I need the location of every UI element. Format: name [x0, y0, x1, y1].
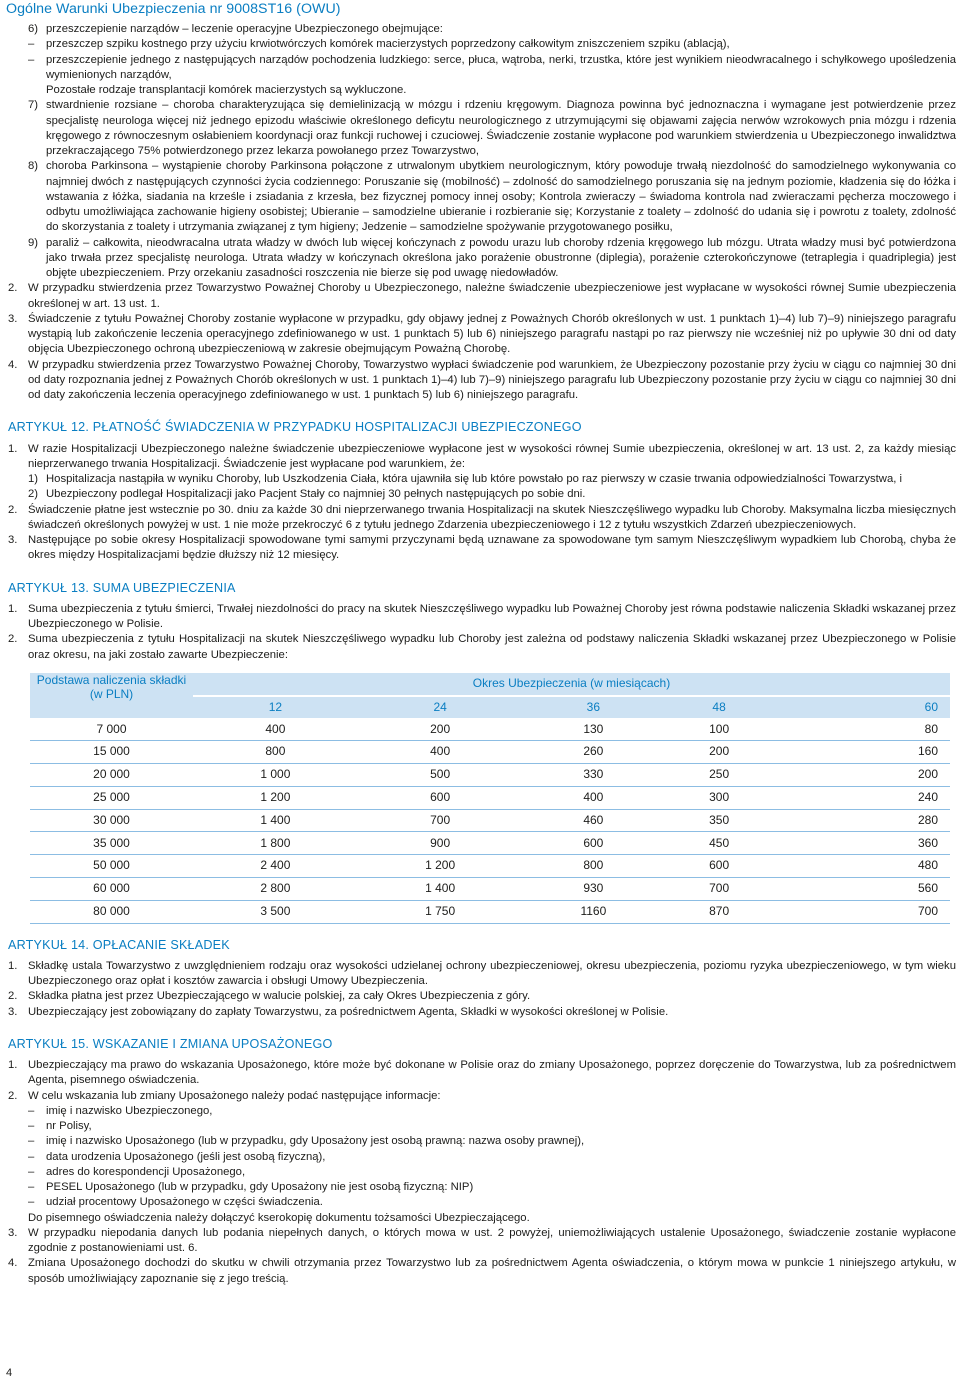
sum-cell: 700	[358, 809, 523, 832]
table-header-row	[30, 673, 950, 696]
sum-cell: 80	[774, 718, 950, 740]
paragraph: 1. W razie Hospitalizacji Ubezpieczonego należne świadczenie ubezpieczeniowe wypłacone jest w wysokości równej Sumie ubezpieczenia, określonej w art. 13 ust. 2, za każdy miesiąc nieprzerwanego trwania Hospitalizacji. Świadczenie jest wypłacane pod warunkiem, że:	[8, 442, 956, 470]
sum-cell: 1 400	[358, 877, 523, 900]
list-item: 9) paraliż – całkowita, nieodwracalna utrata władzy w dwóch lub więcej kończynach z powodu urazu lub choroby rdzenia kręgowego lub mózgu. Utrata władzy musi być potwierdzona jako trwała przez specjalistę neurologa. Utrata władzy w kończynach określona jako porażenie obustronne (diplegia), porażenie czterokończynowe (tetraplegia i quadriplegia) jest objęte ubezpieczeniem. Przy orzekaniu zasadności roszczenia nie bierze się pod uwagę niedowładów.	[28, 236, 956, 279]
dash-item: – adres do korespondencji Uposażonego,	[28, 1165, 246, 1178]
table-row	[30, 718, 950, 740]
sum-cell: 700	[774, 900, 950, 923]
sum-cell: 930	[523, 877, 665, 900]
article-13-heading: ARTYKUŁ 13. SUMA UBEZPIECZENIA	[8, 580, 236, 595]
sum-cell: 1 400	[193, 809, 358, 832]
sum-insured-table	[30, 673, 950, 924]
sum-cell: 600	[523, 832, 665, 855]
sum-cell: 560	[774, 877, 950, 900]
sum-cell: 1 200	[358, 855, 523, 878]
month-header: 60	[774, 696, 950, 719]
sum-cell: 700	[664, 877, 774, 900]
list-item: 7) stwardnienie rozsiane – choroba charakteryzująca się demielinizacją w mózgu i rdzeniu kręgowym. Diagnoza powinna być jednoznaczna i wymagane jest potwierdzenie przez specjalistę neurologa więcej niż jednego epizodu właściwie określonego deficytu neurologicznego z utrzymującymi się objawami zajęcia nerwów wzrokowych pnia mózgu i rdzenia kręgowego z równoczesnym osłabieniem koordynacji oraz funkcji ruchowej i czuciowej. Świadczenie zostanie wypłacone pod warunkiem stwierdzenia u Ubezpieczonego inwalidztwa przekraczającego 75% potwierdzonego przez lekarza powołanego przez Towarzystwo,	[28, 99, 956, 157]
sum-cell: 360	[774, 832, 950, 855]
base-cell: 50 000	[30, 855, 193, 878]
table-row	[30, 809, 950, 832]
list-item: 1) Hospitalizacja nastąpiła w wyniku Choroby, lub Uszkodzenia Ciała, która ujawniła się lub które powstało po raz pierwszy w czasie trwania odpowiedzialności Towarzystwa, i	[28, 473, 903, 485]
month-header: 36	[523, 696, 665, 719]
paragraph: 3. W przypadku niepodania danych lub podania niepełnych danych, o których mowa w ust. 2 powyżej, uniemożliwiających ustalenie Uposażonego, świadczenie zostanie wypłacone zgodnie z postanowieniami ust. 6.	[8, 1226, 956, 1255]
table-row	[30, 741, 950, 764]
paragraph: 1. Ubezpieczający ma prawo do wskazania Uposażonego, które może być dokonane w Polisie oraz do zmiany Uposażonego, poprzez doręczenie do Towarzystwa, lub za pośrednictwem Agenta, pisemnego oświadczenia.	[8, 1059, 956, 1087]
note-text: Pozostałe rodzaje transplantacji komórek macierzystych są wykluczone.	[46, 84, 407, 96]
paragraph: 4. Zmiana Uposażonego dochodzi do skutku w chwili otrzymania przez Towarzystwo lub za pośrednictwem Agenta oświadczenia, o którym mowa w punkcie 1 niniejszego artykułu, w sposób umożliwiający zapoznanie się z jego treścią.	[8, 1257, 956, 1285]
list-item: 2) Ubezpieczony podlegał Hospitalizacji jako Pacjent Stały co najmniej 30 pełnych następujących po sobie dni.	[28, 488, 586, 501]
month-header: 48	[664, 696, 774, 719]
sum-cell: 280	[774, 809, 950, 832]
base-cell: 30 000	[30, 809, 193, 832]
sum-cell: 400	[358, 741, 523, 764]
base-cell: 80 000	[30, 900, 193, 923]
table-row	[30, 763, 950, 786]
paragraph: 2. W celu wskazania lub zmiany Uposażonego należy podać następujące informacje:	[8, 1089, 441, 1102]
sum-cell: 2 800	[193, 877, 358, 900]
table-row	[30, 786, 950, 809]
base-header: Podstawa naliczenia składki (w PLN)	[30, 673, 193, 719]
sum-cell: 480	[774, 855, 950, 878]
paragraph: 3. Świadczenie z tytułu Poważnej Choroby zostanie wypłacone w przypadku, gdy objawy jednej z Poważnych Chorób określonych w ust. 1 punktach 1)–4) lub 7)–9) niniejszego paragrafu wystąpią lub zakończenie leczenia operacyjnego zdefiniowanego w ust. 1 punktach 5) lub 6) niniejszego paragrafu nastąpi po raz pierwszy nie wcześniej niż po upływie 30 dni od daty objęcia Ubezpieczonego ochroną ubezpieczeniową w zakresie obejmującym Poważną Chorobę.	[8, 312, 956, 356]
sum-cell: 1 000	[193, 763, 358, 786]
sum-cell: 160	[774, 741, 950, 764]
sum-cell: 800	[193, 741, 358, 764]
table-row	[30, 877, 950, 900]
sum-cell: 200	[358, 718, 523, 740]
sum-cell: 260	[523, 741, 665, 764]
base-cell: 35 000	[30, 832, 193, 855]
sum-cell: 300	[664, 786, 774, 809]
month-header: 24	[358, 696, 523, 719]
sum-cell: 870	[664, 900, 774, 923]
dash-item: – udział procentowy Uposażonego w części świadczenia.	[28, 1196, 323, 1209]
period-header: Okres Ubezpieczenia (w miesiącach)	[193, 673, 950, 696]
dash-item: – imię i nazwisko Ubezpieczonego,	[28, 1104, 213, 1117]
dash-item: – data urodzenia Uposażonego (jeśli jest osobą fizyczną),	[28, 1150, 326, 1163]
dash-item: – PESEL Uposażonego (lub w przypadku, gdy Uposażony nie jest osobą fizyczną: NIP)	[28, 1181, 474, 1194]
month-header: 12	[193, 696, 358, 719]
base-cell: 15 000	[30, 741, 193, 764]
list-item: 8) choroba Parkinsona – wystąpienie choroby Parkinsona połączone z utrwalonym ubytkiem neurologicznym, który powoduje trwałą niezdolność do samodzielnego wykonywania co najmniej dwóch z następujących czynności życia codziennego: Poruszanie się (mobilność) – zdolność do samodzielnego poruszania się na jednym poziomie, kładzenia się do łóżka i wstawania z łóżka, siadania na krześle i zsiadania z krzesła, bez fizycznej pomocy innej osoby; Kontrola zwieraczy – świadoma kontrola nad zwieraczami pęcherza moczowego i odbytu umożliwiająca zachowanie higieny osobistej; Ubieranie – samodzielne ubieranie i rozbieranie się; Korzystanie z toalety – zdolność do udania się i powrotu z toalety, zdolność do skorzystania z toalety i utrzymania związanej z tym higieny; Jedzenie – samodzielne spożywanie przygotowanego posiłku,	[28, 160, 956, 234]
list-item: 6) przeszczepienie narządów – leczenie operacyjne Ubezpieczonego obejmujące:	[28, 23, 443, 35]
base-cell: 20 000	[30, 763, 193, 786]
table-row	[30, 832, 950, 855]
sum-cell: 100	[664, 718, 774, 740]
paragraph: 3. Następujące po sobie okresy Hospitalizacji spowodowane tymi samymi przyczynami będą uznawane za spowodowane tym samym Nieszczęśliwym wypadkiem lub Chorobą, chyba że okres między Hospitalizacjami będzie dłuższy niż 12 miesięcy.	[8, 534, 956, 562]
paragraph: 2. Składka płatna jest przez Ubezpieczającego w walucie polskiej, za cały Okres Ubezpieczenia z góry.	[8, 990, 531, 1003]
paragraph: 1. Suma ubezpieczenia z tytułu śmierci, Trwałej niezdolności do pracy na skutek Nieszczęśliwego wypadku lub Poważnej Choroby jest równa podstawie naliczenia Składki wskazanej przez Ubezpieczonego w Polisie.	[8, 602, 956, 630]
dash-item: – przeszczep szpiku kostnego przy użyciu krwiotwórczych komórek macierzystych poprzedzony całkowitym zniszczeniem szpiku (ablacją),	[28, 38, 730, 51]
sum-cell: 3 500	[193, 900, 358, 923]
base-cell: 7 000	[30, 718, 193, 740]
sum-cell: 600	[664, 855, 774, 878]
base-cell: 60 000	[30, 877, 193, 900]
sum-cell: 200	[664, 741, 774, 764]
sum-cell: 1160	[523, 900, 665, 923]
page-number: 4	[6, 1367, 13, 1379]
sum-cell: 130	[523, 718, 665, 740]
sum-cell: 400	[523, 786, 665, 809]
sum-cell: 1 200	[193, 786, 358, 809]
sum-cell: 450	[664, 832, 774, 855]
sum-cell: 240	[774, 786, 950, 809]
base-cell: 25 000	[30, 786, 193, 809]
sum-cell: 350	[664, 809, 774, 832]
sum-cell: 200	[774, 763, 950, 786]
note-text: Do pisemnego oświadczenia należy dołączyć kserokopię dokumentu tożsamości Ubezpieczającego.	[28, 1211, 530, 1224]
sum-cell: 400	[193, 718, 358, 740]
paragraph: 2. Suma ubezpieczenia z tytułu Hospitalizacji na skutek Nieszczęśliwego wypadku lub Choroby jest zależna od podstawy naliczenia Składki wskazanej przez Ubezpieczonego w Polisie oraz okresu, na jaki zostało zawarte Ubezpieczenie:	[8, 633, 956, 661]
document-body	[8, 22, 956, 1287]
document-title: Ogólne Warunki Ubezpieczenia nr 9008ST16 (OWU)	[6, 1, 341, 17]
article-15-heading: ARTYKUŁ 15. WSKAZANIE I ZMIANA UPOSAŻONEGO	[8, 1036, 333, 1051]
table-row	[30, 855, 950, 878]
paragraph: 1. Składkę ustala Towarzystwo z uwzględnieniem rodzaju oraz wysokości udzielanej ochrony ubezpieczeniowej, okresu ubezpieczenia, poziomu ryzyka ubezpieczeniowego, w tym wieku Ubezpieczonego oraz opłat i kosztów zawarcia i obsługi Umowy Ubezpieczenia.	[8, 959, 956, 988]
sum-cell: 1 750	[358, 900, 523, 923]
sum-cell: 2 400	[193, 855, 358, 878]
sum-cell: 600	[358, 786, 523, 809]
sum-cell: 330	[523, 763, 665, 786]
paragraph: 3. Ubezpieczający jest zobowiązany do zapłaty Towarzystwu, za pośrednictwem Agenta, Składki w wysokości określonej w Polisie.	[8, 1005, 669, 1018]
table-row	[30, 900, 950, 923]
sum-cell: 900	[358, 832, 523, 855]
sum-cell: 1 800	[193, 832, 358, 855]
paragraph: 2. W przypadku stwierdzenia przez Towarzystwo Poważnej Choroby u Ubezpieczonego, należne świadczenie ubezpieczeniowe jest wypłacane w wysokości równej Sumie ubezpieczenia określonej w art. 13 ust. 1.	[8, 282, 956, 310]
sum-cell: 250	[664, 763, 774, 786]
article-12-heading: ARTYKUŁ 12. PŁATNOŚĆ ŚWIADCZENIA W PRZYPADKU HOSPITALIZACJI UBEZPIECZONEGO	[8, 420, 582, 435]
sum-cell: 460	[523, 809, 665, 832]
dash-item: – imię i nazwisko Uposażonego (lub w przypadku, gdy Uposażony jest osobą prawną: nazwa osoby prawnej),	[28, 1135, 585, 1148]
paragraph: 4. W przypadku stwierdzenia przez Towarzystwo Poważnej Choroby, Towarzystwo wypłaci świadczenie pod warunkiem, że Ubezpieczony pozostanie przy życiu w ciągu co najmniej 30 dni od daty rozpoznania jednej z Poważnych Chorób określonych w ust. 1 punktach 1)–4) lub 7)–9) niniejszego paragrafu lub Ubezpieczony pozostanie przy życiu w ciągu co najmniej 30 dni od daty zakończenia leczenia operacyjnego zdefiniowanego w ust. 1 punktach 5) lub 6) niniejszego paragrafu.	[8, 358, 956, 401]
sum-cell: 500	[358, 763, 523, 786]
paragraph: 2. Świadczenie płatne jest wstecznie po 30. dniu za każde 30 dni nieprzerwanego trwania Hospitalizacji na skutek Nieszczęśliwego wypadku lub Choroby. Maksymalna liczba miesięcznych świadczeń określonych powyżej w ust. 1 nie może przekroczyć 6 z tytułu jednego Zdarzenia ubezpieczeniowego i 12 z tytułu wszystkich Zdarzeń ubezpieczeniowych.	[8, 503, 956, 531]
article-14-heading: ARTYKUŁ 14. OPŁACANIE SKŁADEK	[8, 937, 230, 952]
dash-item: – nr Polisy,	[28, 1120, 92, 1133]
sum-cell: 800	[523, 855, 665, 878]
dash-item: – przeszczepienie jednego z następujących narządów pochodzenia ludzkiego: serce, płuca, wątroba, nerki, trzustka, które jest wynikiem nieodwracalnego i schyłkowego upośledzenia wymienionych narządów,	[28, 53, 956, 81]
